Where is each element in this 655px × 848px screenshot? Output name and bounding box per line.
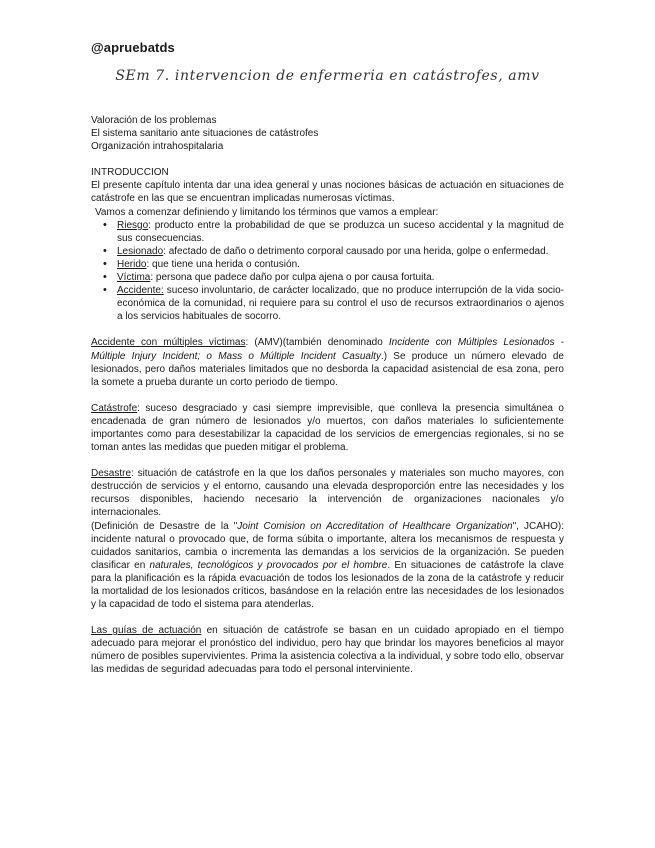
- desastre-definition: [91, 520, 564, 612]
- term-list: [91, 219, 564, 324]
- intro-paragraph: El presente capítulo intenta dar una idea general y unas nociones básicas de actuación en situaciones de catástrofe en las que se encuentran implicadas numerosas víctimas.: [91, 180, 564, 205]
- italic-run: naturales, tecnológicos y provocados por el hombre: [149, 559, 388, 571]
- toc-item: Organización intrahospitalaria: [91, 141, 224, 153]
- list-item: [117, 219, 564, 245]
- toc-item: El sistema sanitario ante situaciones de catástrofes: [91, 128, 319, 140]
- list-item: [117, 245, 564, 258]
- term: Accidente:: [117, 285, 164, 297]
- amv-paragraph: [91, 336, 564, 388]
- intro-heading: INTRODUCCION: [91, 167, 169, 179]
- text-run: (Definición de Desastre de la ": [91, 520, 238, 532]
- catastrofe-paragraph: [91, 402, 564, 454]
- text-run: en situación de catástrofe se basan en un cuidado apropiado en el tiempo adecuado para mejorar el pronóstico del individuo, pero hay que brindar los mayores beneficios al mayor número de posibles supervivientes. Prima la asistencia colectiva a la individual, y sobre todo ello, observar las medidas de seguridad adecuadas para todo el personal interviniente.: [91, 625, 564, 676]
- text-run: : suceso desgraciado y casi siempre imprevisible, que conlleva la presencia simultánea o encadenada de gran número de lesionados y/o muertos, con daños materiales lo suficientemente importantes como para desestabilizar la capacidad de los servicios de emergencias regionales, si no se toman antes las medidas que pueden mitigar el problema.: [91, 402, 564, 454]
- toc-item: Valoración de los problemas: [91, 115, 217, 126]
- text-run: . En situaciones de catástrofe la clave para la planificación es la rápida evacuación de todos los lesionados de la zona de la catástrofe y reducir la mortalidad de los lesionados críticos, basándose en la relación entre las necesidades de los lesionados y la capacidad de todo el sistema para atenderlas.: [91, 559, 564, 611]
- intro-lead: Vamos a comenzar definiendo y limitando los términos que vamos a emplear:: [95, 206, 439, 218]
- text-run: .) Se produce un número elevado de lesionados, pero daños materiales limitados que no desborda la capacidad asistencial de esa zona, pero la somete a prueba durante un corto periodo de tiempo.: [91, 350, 564, 388]
- term-definition: : persona que padece daño por culpa ajena o por causa fortuita.: [150, 272, 435, 284]
- term: Catástrofe: [91, 402, 138, 414]
- page-title: SEm 7. intervencion de enfermeria en catástrofes, amv: [115, 68, 540, 84]
- term: Herido: [117, 258, 147, 270]
- term: Riesgo: [117, 219, 149, 231]
- term-definition: : que tiene una herida o contusión.: [146, 258, 300, 270]
- italic-run: Joint Comision on Accreditation of Healthcare Organization: [237, 520, 513, 532]
- term: Lesionado: [117, 245, 164, 257]
- watermark: @apruebatds: [91, 40, 175, 55]
- list-item: [117, 271, 564, 284]
- desastre-paragraph: [91, 467, 564, 519]
- term: Accidente con múltiples víctimas: [91, 337, 246, 349]
- text-run: : (AMV)(también denominado: [245, 337, 389, 349]
- term: Víctima: [117, 272, 151, 284]
- text-run: ", JCAHO): incidente natural o provocado que, de forma súbita o importante, altera los mecanismos de respuesta y cuidados sanitarios, cambia o incrementa las demandas a los servicios de la organización. Se pueden clasificar en: [91, 520, 564, 571]
- term-definition: : afectado de daño o detrimento corporal causado por una herida, golpe o enfermedad.: [163, 245, 549, 257]
- italic-run: Incidente con Múltiples Lesionados - Múltiple Injury Incident; o Mass o Múltiple Incident Casualty: [91, 337, 564, 362]
- text-run: : situación de catástrofe en la que los daños personales y materiales son mucho mayores, con destrucción de servicios y el entorno, causando una elevada desproporción entre las necesidades y los recursos disponibles, haciendo necesario la intervención de organizaciones nacionales y/o internacionales.: [91, 468, 564, 519]
- guias-paragraph: [91, 624, 564, 676]
- list-item: [117, 284, 564, 323]
- term-definition: suceso involuntario, de carácter localizado, que no produce interrupción de la vida socio- económica de la comunidad, ni requiere para su control el uso de recursos extraordinarios o ajenos a los servicios habituales de socorro.: [117, 285, 564, 323]
- list-item: [117, 258, 564, 271]
- term-definition: : producto entre la probabilidad de que se produzca un suceso accidental y la magnitud de sus consecuencias.: [117, 219, 564, 244]
- term: Desastre: [91, 468, 132, 480]
- term: Las guías de actuación: [91, 625, 202, 637]
- document-body: [91, 114, 564, 677]
